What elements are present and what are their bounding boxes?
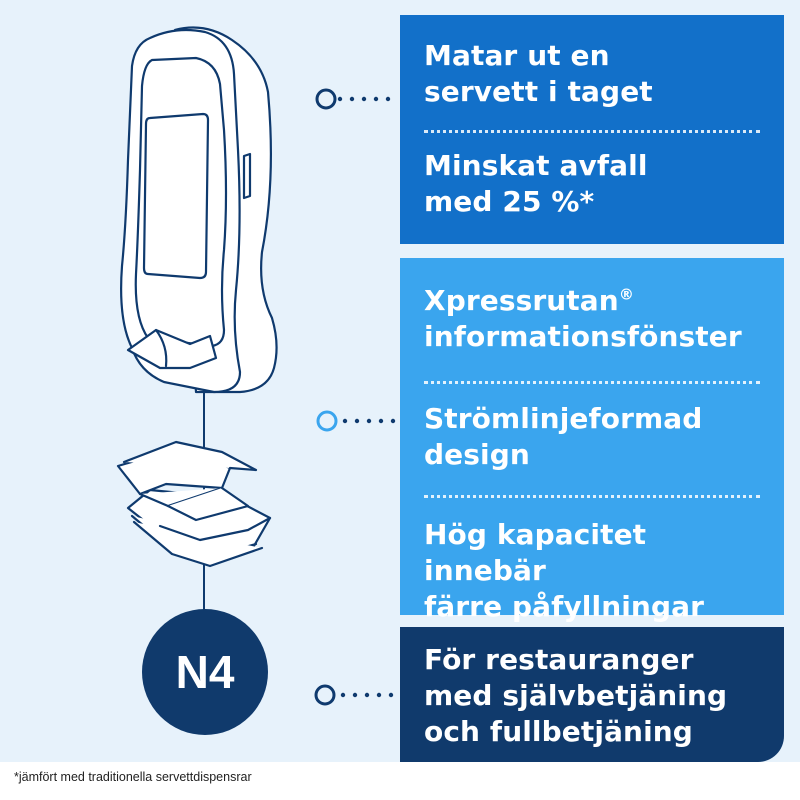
feature-line: Matar ut en	[424, 39, 610, 72]
feature-line: För restauranger	[424, 643, 694, 676]
dotted-separator	[424, 495, 760, 498]
feature-box-top	[400, 15, 784, 244]
feature-line: färre påfyllningar	[424, 590, 705, 623]
feature-item-streamlined-design	[424, 401, 764, 473]
footnote: *jämfört med traditionella servettdispensrar	[14, 770, 252, 784]
feature-line: Xpressrutan	[424, 284, 619, 317]
feature-line: servett i taget	[424, 75, 653, 108]
folded-napkins-icon	[118, 442, 270, 566]
connector-ring-bottom	[316, 686, 334, 704]
feature-line: och fullbetjäning	[424, 715, 693, 748]
napkin-dispenser-icon	[121, 28, 276, 392]
feature-line: informationsfönster	[424, 320, 742, 353]
feature-line: Hög kapacitet innebär	[424, 518, 647, 587]
feature-item-high-capacity	[424, 517, 764, 625]
connector-ring-top	[317, 90, 335, 108]
feature-line: Strömlinjeformad	[424, 402, 703, 435]
feature-item-xpressrutan	[424, 283, 764, 355]
connector-dots	[338, 97, 395, 697]
feature-item-restaurants	[424, 642, 764, 750]
feature-item-single-napkin	[424, 38, 764, 110]
connector-ring-middle	[318, 412, 336, 430]
product-illustration	[0, 0, 400, 762]
registered-mark: ®	[618, 285, 634, 304]
feature-line: med självbetjäning	[424, 679, 728, 712]
feature-box-middle	[400, 258, 784, 623]
feature-box-bottom	[400, 627, 784, 762]
feature-line: Minskat avfall	[424, 149, 648, 182]
dotted-separator	[424, 381, 760, 384]
dotted-separator	[424, 130, 760, 133]
feature-line: med 25 %*	[424, 185, 595, 218]
feature-line: design	[424, 438, 530, 471]
feature-item-reduced-waste	[424, 148, 764, 220]
product-badge-label: N4	[175, 646, 235, 698]
